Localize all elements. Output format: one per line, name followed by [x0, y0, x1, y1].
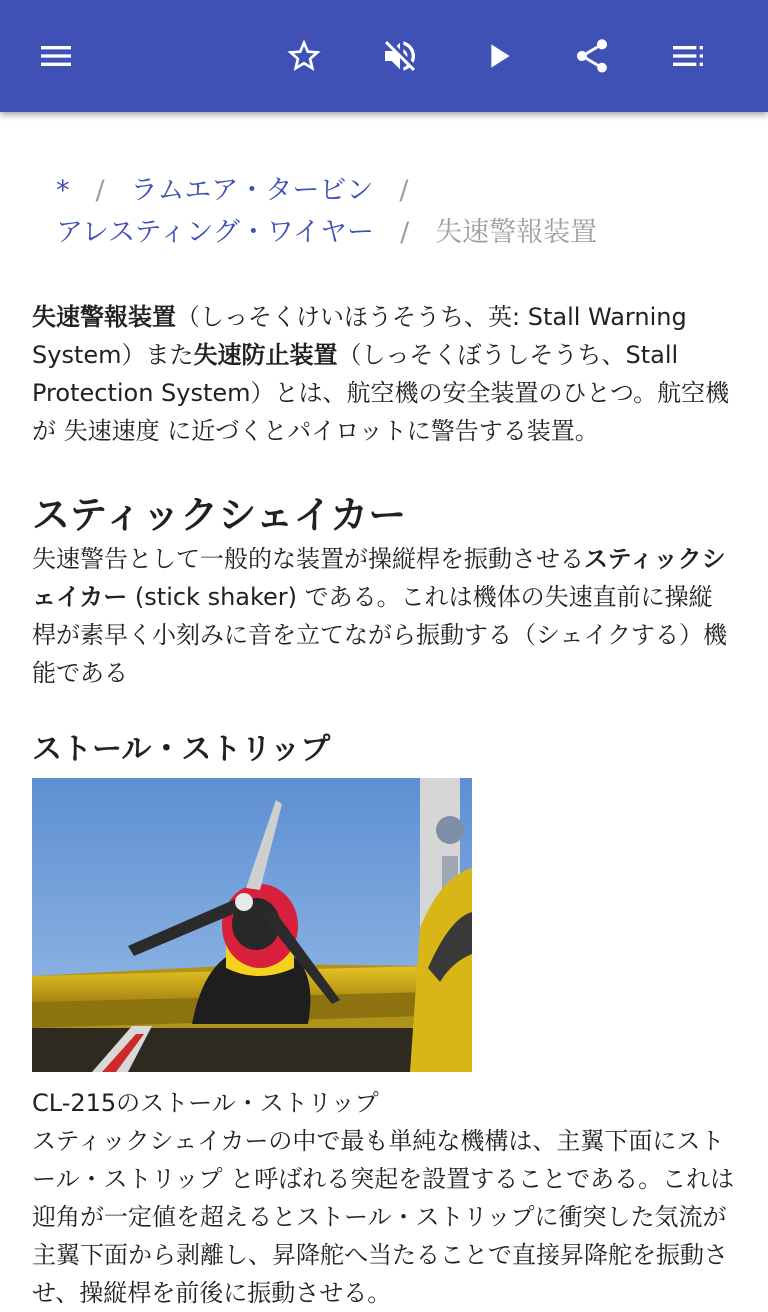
breadcrumb-separator: /: [400, 217, 410, 248]
intro-term-stall-warning: 失速警報装置: [32, 303, 176, 331]
menu-icon: [36, 36, 76, 76]
section-heading-stick-shaker: スティックシェイカー: [32, 493, 407, 537]
mute-button[interactable]: [372, 28, 428, 84]
breadcrumb-link-ram-air-turbine[interactable]: ラムエア・タービン: [130, 175, 374, 206]
stall-strip-paragraph: スティックシェイカーの中で最も単純な機構は、主翼下面にストール・ストリップ と呼ばれる突起を設置することである。これは迎角が一定値を超えるとストール・ストリップに衝突した気流が主翼下面から剥離し、昇降舵へ当たることで直接昇降舵を振動させ、操縦桿を前後に振動させる。: [32, 1127, 735, 1307]
intro-text-2: （しっそくぼうしそうち、Stall Protection System）とは、航空機の安全装置のひとつ。航空機が 失速速度 に近づくとパイロットに警告する装置。: [32, 341, 730, 445]
favorite-button[interactable]: [276, 28, 332, 84]
stick-shaker-text-2: (stick shaker) である。これは機体の失速直前に操縦桿が素早く小刻みに音を立てながら振動する（シェイクする）機能である: [32, 583, 728, 687]
section-heading-stall-strip: ストール・ストリップ: [32, 732, 331, 767]
intro-paragraph: [32, 298, 736, 450]
breadcrumb-link-arresting-wire[interactable]: アレスティング・ワイヤー: [56, 217, 375, 248]
play-button[interactable]: [470, 28, 526, 84]
playlist-button[interactable]: [660, 28, 716, 84]
playlist-icon: [668, 36, 708, 76]
stall-strip-photo[interactable]: [32, 778, 472, 1072]
share-icon: [572, 36, 612, 76]
stick-shaker-term: スティックシェイカー: [32, 545, 726, 611]
stick-shaker-text-1: 失速警告として一般的な装置が操縦桿を振動させる: [32, 545, 584, 573]
breadcrumb-separator: /: [95, 175, 105, 206]
figure-caption: CL-215のストール・ストリップ: [32, 1089, 379, 1117]
breadcrumb: [56, 170, 736, 254]
breadcrumb-root-link[interactable]: *: [56, 175, 70, 206]
menu-button[interactable]: [28, 28, 84, 84]
app-toolbar: [0, 0, 768, 112]
breadcrumb-current: 失速警報装置: [435, 217, 598, 248]
star-icon: [284, 36, 324, 76]
stick-shaker-paragraph: [32, 540, 736, 692]
breadcrumb-separator: /: [399, 175, 409, 206]
volume-off-icon: [380, 36, 420, 76]
article-content: [32, 170, 736, 1312]
intro-term-stall-protection: 失速防止装置: [193, 341, 338, 369]
share-button[interactable]: [564, 28, 620, 84]
play-icon: [478, 36, 518, 76]
intro-text-1: （しっそくけいほうそうち、英: Stall Warning System）また: [32, 303, 687, 369]
